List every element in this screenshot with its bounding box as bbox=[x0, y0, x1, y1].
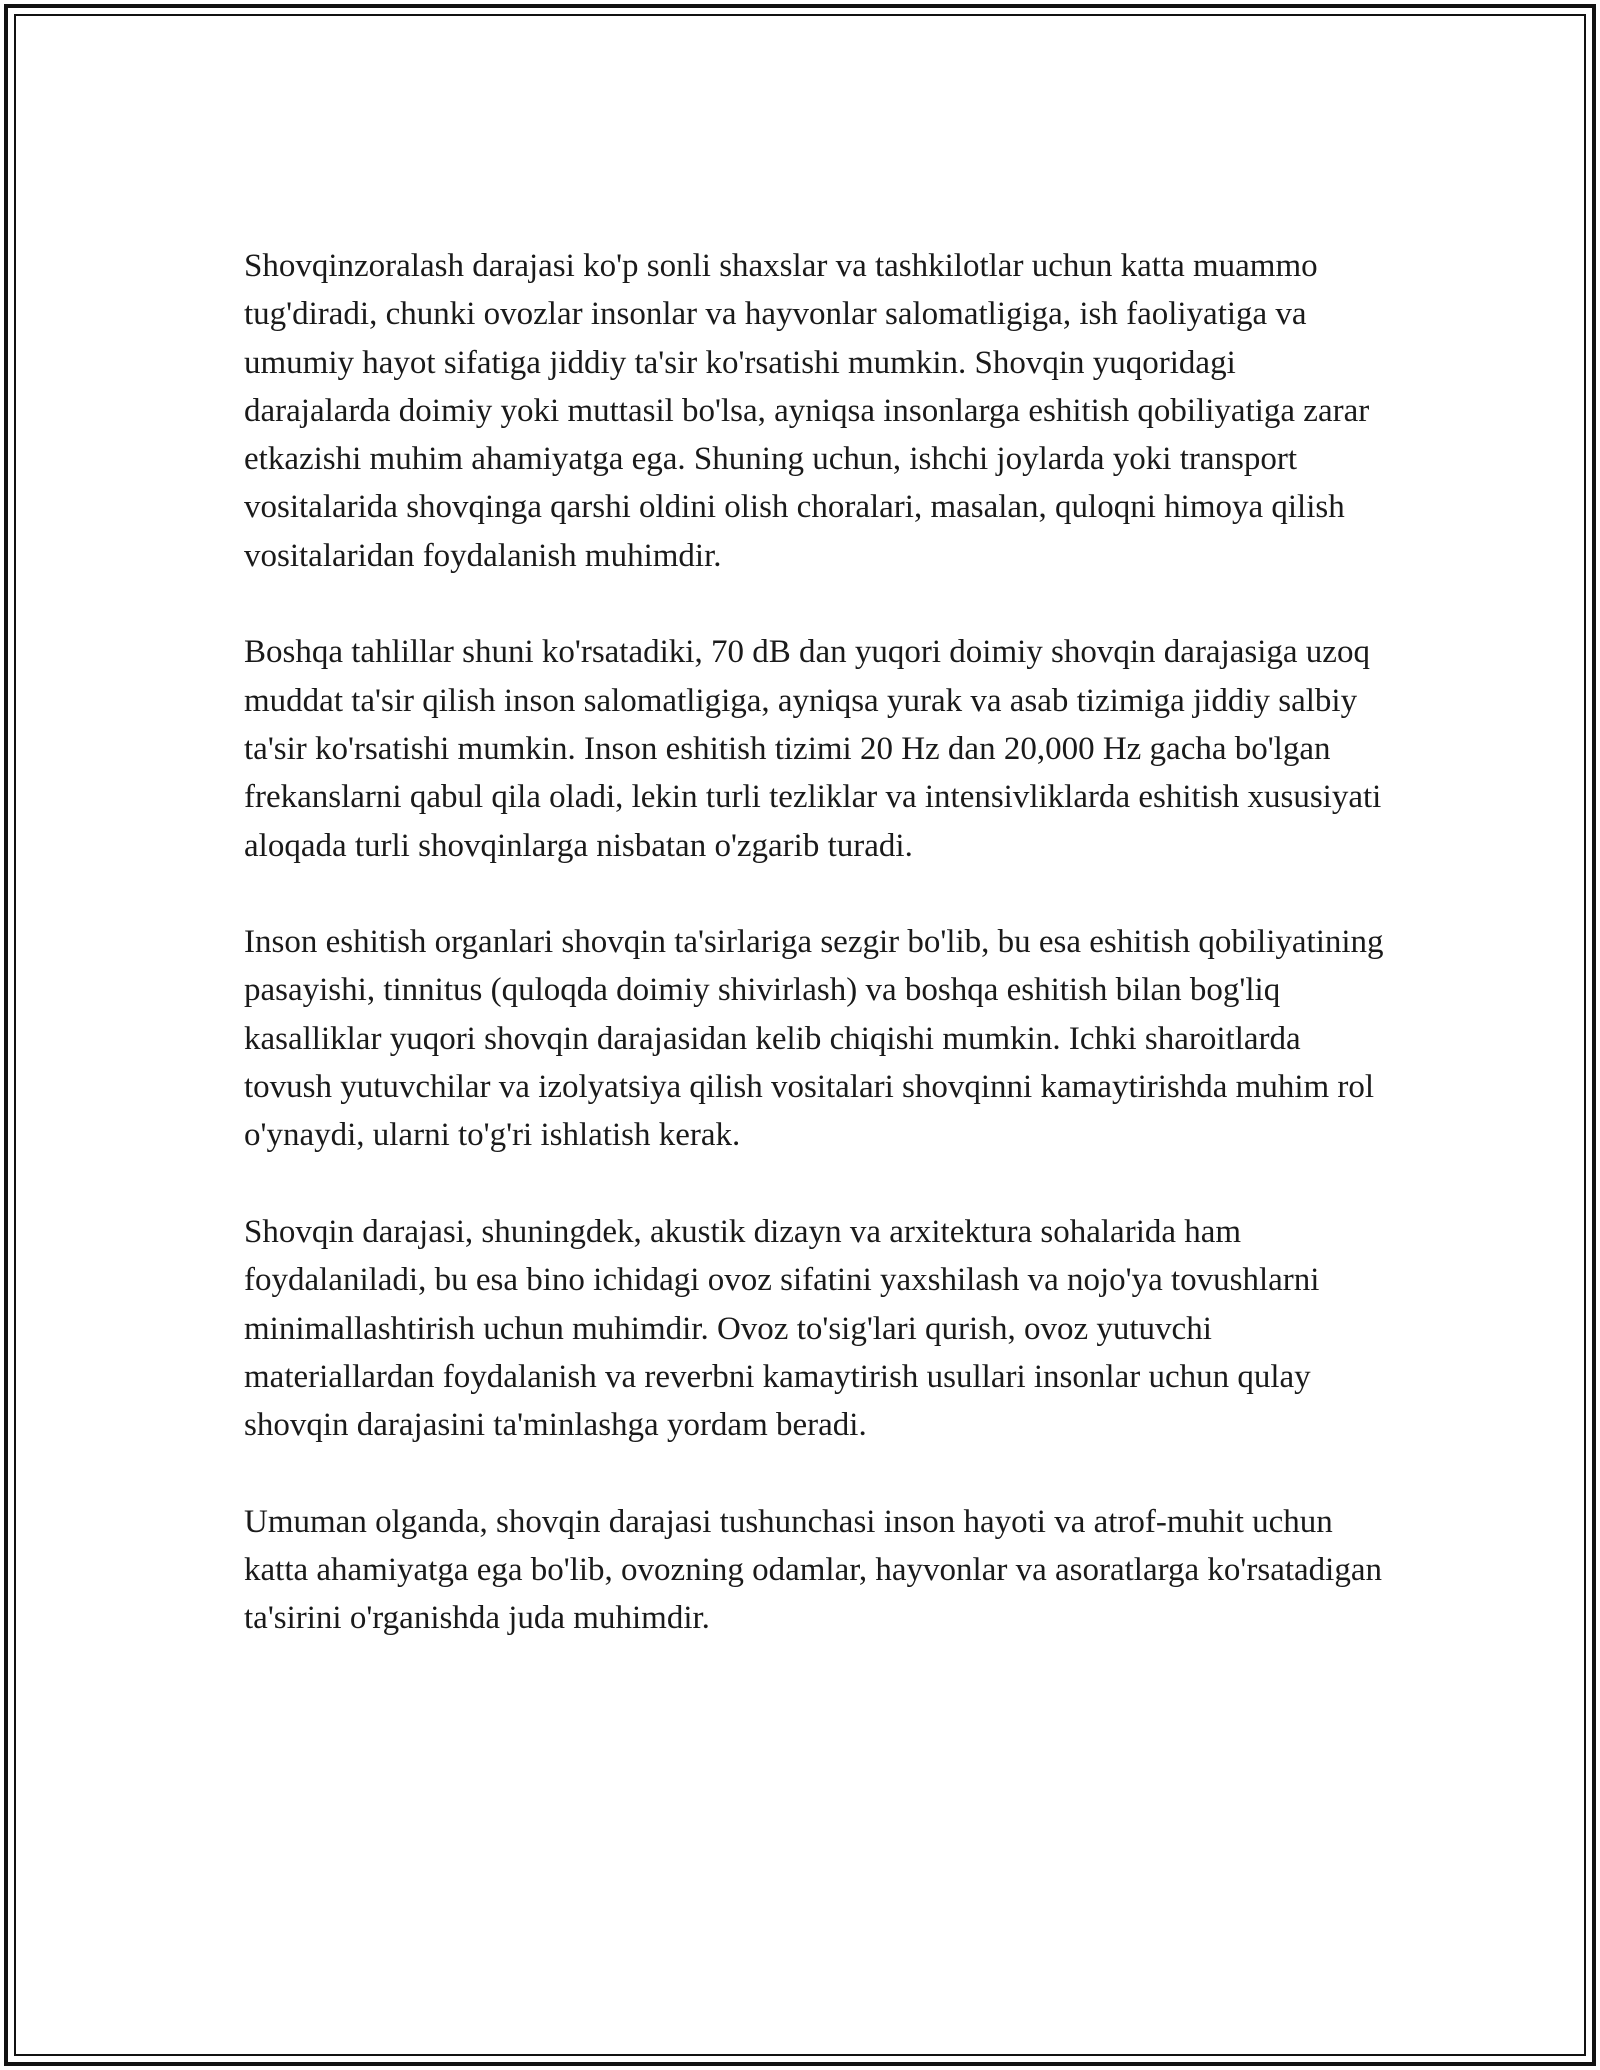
paragraph-4: Shovqin darajasi, shuningdek, akustik dizayn va arxitektura sohalarida ham foydalaniladi, bu esa bino ichidagi ovoz sifatini yaxshilash va nojo'ya tovushlarni minimallashtirish uchun muhimdir. Ovoz to'sig'lari qurish, ovoz yutuvchi materiallardan foydalanish va reverbni kamaytirish usullari insonlar uchun qulay shovqin darajasini ta'minlashga yordam beradi. bbox=[244, 1213, 1320, 1444]
paragraph-5: Umuman olganda, shovqin darajasi tushunchasi inson hayoti va atrof-muhit uchun katta ahamiyatga ega bo'lib, ovozning odamlar, hayvonlar va asoratlarga ko'rsatadigan ta'sirini o'rganishda juda muhimdir. bbox=[244, 1503, 1382, 1637]
paragraph-1: Shovqinzoralash darajasi ko'p sonli shaxslar va tashkilotlar uchun katta muammo tug'diradi, chunki ovozlar insonlar va hayvonlar salomatligiga, ish faoliyatiga va umumiy hayot sifatiga jiddiy ta'sir ko'rsatishi mumkin. Shovqin yuqoridagi darajalarda doimiy yoki muttasil bo'lsa, ayniqsa insonlarga eshitish qobiliyatiga zarar etkazishi muhim ahamiyatga ega. Shuning uchun, ishchi joylarda yoki transport vositalarida shovqinga qarshi oldini olish choralari, masalan, quloqni himoya qilish vositalaridan foydalanish muhimdir. bbox=[244, 248, 1370, 574]
document-body bbox=[244, 242, 1384, 1691]
paragraph-3: Inson eshitish organlari shovqin ta'sirlariga sezgir bo'lib, bu esa eshitish qobiliyatining pasayishi, tinnitus (quloqda doimiy shivirlash) va boshqa eshitish bilan bog'liq kasalliklar yuqori shovqin darajasidan kelib chiqishi mumkin. Ichki sharoitlarda tovush yutuvchilar va izolyatsiya qilish vositalari shovqinni kamaytirishda muhim rol o'ynaydi, ularni to'g'ri ishlatish kerak. bbox=[244, 924, 1384, 1154]
page-border bbox=[4, 4, 1596, 2066]
paragraph-2: Boshqa tahlillar shuni ko'rsatadiki, 70 dB dan yuqori doimiy shovqin darajasiga uzoq muddat ta'sir qilish inson salomatligiga, ayniqsa yurak va asab tizimiga jiddiy salbiy ta'sir ko'rsatishi mumkin. Inson eshitish tizimi 20 Hz dan 20,000 Hz gacha bo'lgan frekanslarni qabul qila oladi, lekin turli tezliklar va intensivliklarda eshitish xususiyati aloqada turli shovqinlarga nisbatan o'zgarib turadi. bbox=[244, 634, 1382, 864]
